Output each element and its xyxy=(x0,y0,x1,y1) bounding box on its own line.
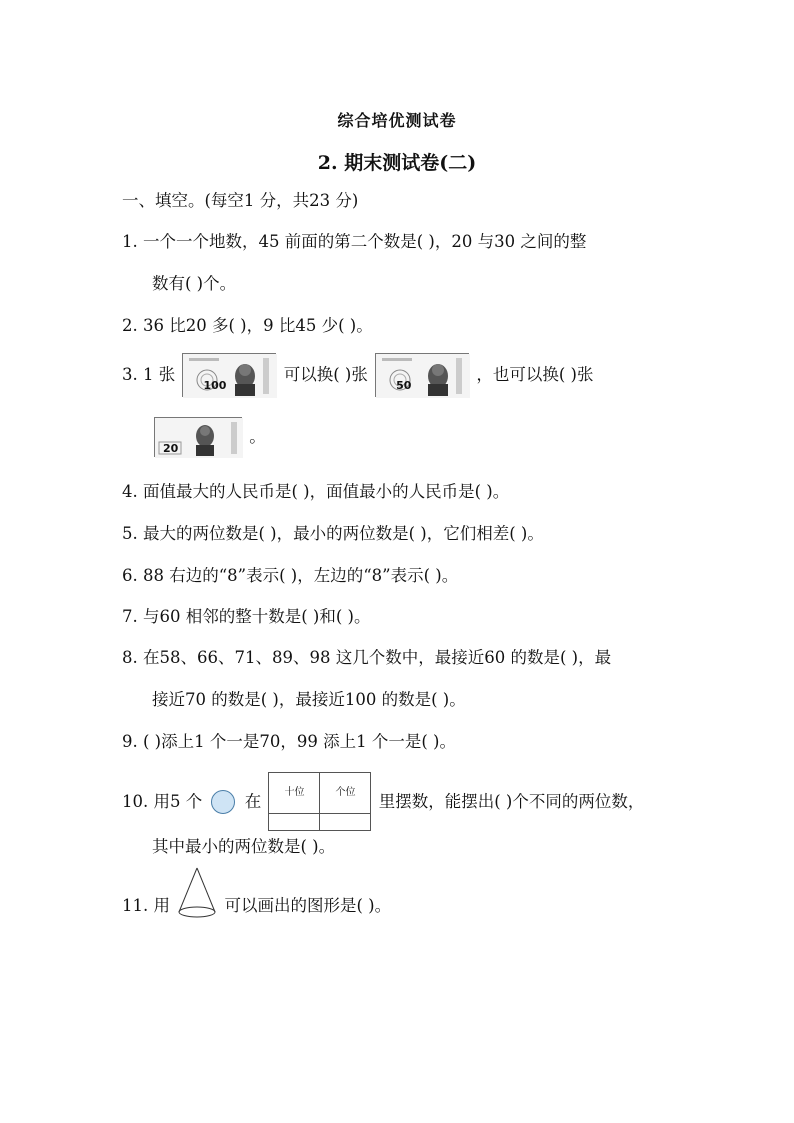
banknote-100-value: 100 xyxy=(203,378,227,392)
question-7: 7. 与60 相邻的整十数是( )和( )。 xyxy=(122,607,371,626)
place-value-cell-ones xyxy=(320,814,371,831)
question-10-text-a: 10. 用5 个 xyxy=(122,791,203,811)
counter-circle-icon xyxy=(211,790,235,814)
banknote-100-image xyxy=(182,353,276,397)
place-value-cell-tens xyxy=(269,814,320,831)
question-4: 4. 面值最大的人民币是( )，面值最小的人民币是( )。 xyxy=(122,482,510,501)
question-6: 6. 88 右边的“8”表示( )，左边的“8”表示( )。 xyxy=(122,566,459,585)
question-3-text-c: ，也可以换( )张 xyxy=(476,364,594,384)
question-3-text-d: 。 xyxy=(249,426,266,446)
question-3-line-1 xyxy=(122,352,593,397)
banknote-20-image xyxy=(154,417,242,457)
question-1-line-2: 数有( )个。 xyxy=(152,274,237,293)
place-value-header-tens: 十位 xyxy=(269,773,320,814)
question-8-line-2: 接近70 的数是( )，最接近100 的数是( )。 xyxy=(152,690,466,709)
question-11-text-b: 可以画出的图形是( )。 xyxy=(224,895,392,915)
question-11-text-a: 11. 用 xyxy=(122,895,170,915)
question-10-text-b: 在 xyxy=(244,791,262,811)
banknote-50-value: 50 xyxy=(396,378,412,392)
place-value-table xyxy=(268,772,371,831)
section-heading: 一、填空。(每空1 分，共23 分) xyxy=(122,191,359,210)
banknote-50-image xyxy=(375,353,469,397)
page-subtitle: 2. 期末测试卷(二) xyxy=(317,152,477,174)
question-3-text-a: 3. 1 张 xyxy=(122,364,176,384)
question-5: 5. 最大的两位数是( )，最小的两位数是( )，它们相差( )。 xyxy=(122,524,544,543)
question-10-line-2: 其中最小的两位数是( )。 xyxy=(152,837,336,856)
place-value-header-ones: 个位 xyxy=(320,773,371,814)
question-3-line-2 xyxy=(152,416,266,457)
question-10-text-c: 里摆数，能摆出( )个不同的两位数， xyxy=(378,791,645,811)
question-8-line-1: 8. 在58、66、71、89、98 这几个数中，最接近60 的数是( )，最 xyxy=(122,648,612,667)
question-10-line-1 xyxy=(122,772,644,831)
question-2: 2. 36 比20 多( )，9 比45 少( )。 xyxy=(122,316,373,335)
question-3-text-b: 可以换( )张 xyxy=(283,364,368,384)
page-title: 综合培优测试卷 xyxy=(337,111,457,130)
question-1-line-1: 1. 一个一个地数，45 前面的第二个数是( )，20 与30 之间的整 xyxy=(122,232,587,251)
banknote-20-value: 20 xyxy=(163,441,179,455)
question-9: 9. ( )添上1 个一是70，99 添上1 个一是( )。 xyxy=(122,732,456,751)
cone-icon xyxy=(177,866,217,945)
question-11 xyxy=(122,866,391,945)
